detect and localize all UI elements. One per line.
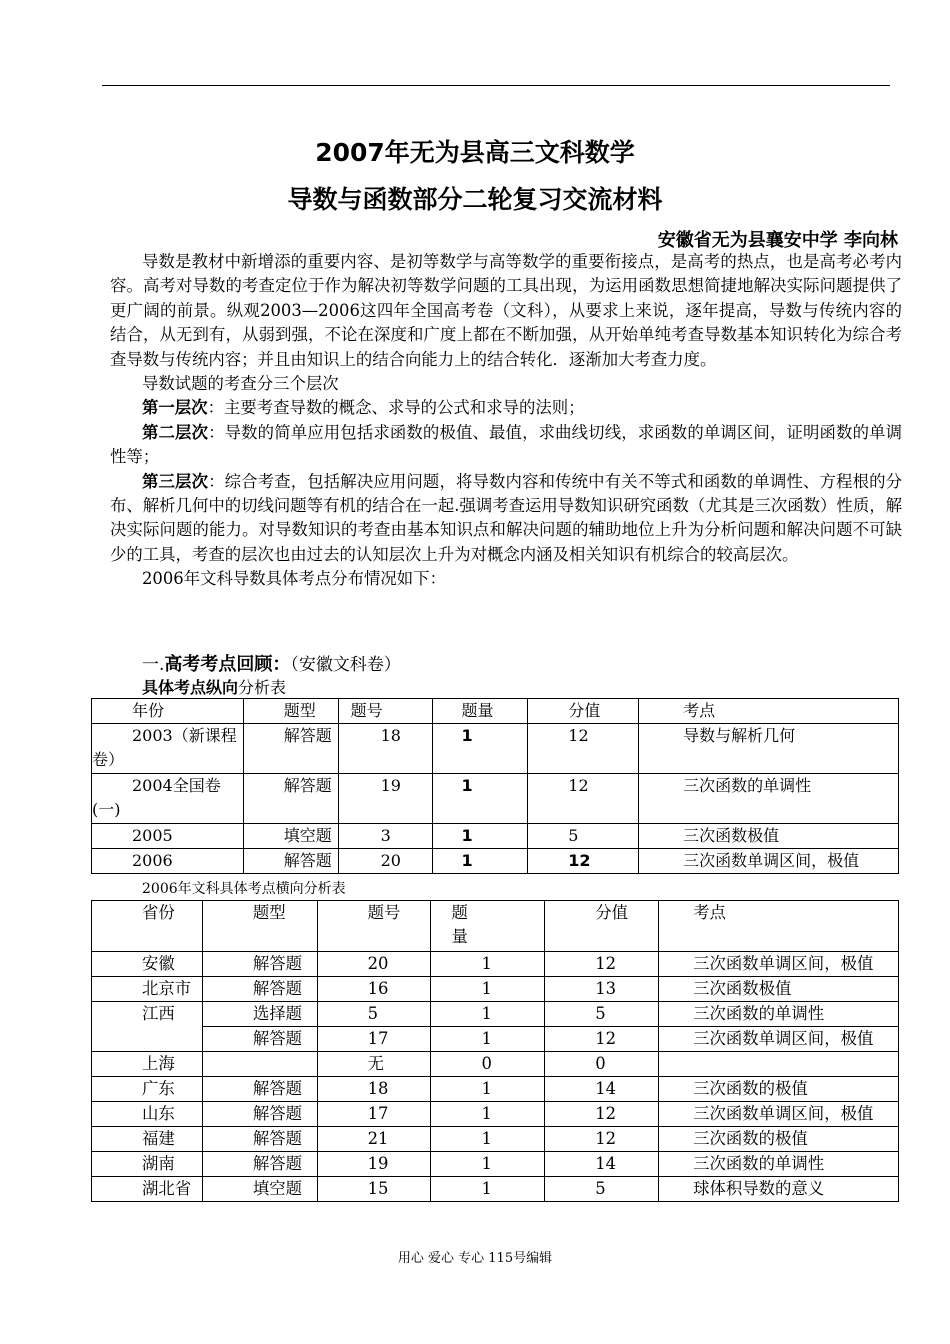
cell-province: 福建: [92, 1127, 203, 1152]
table1-caption-rest: 分析表: [238, 678, 287, 697]
cell-type: [202, 1052, 317, 1077]
header-rule: [102, 85, 890, 86]
level-3-label: 第三层次: [142, 471, 209, 491]
cell-province: 湖南: [92, 1152, 203, 1177]
cell-type: 选择题: [202, 1002, 317, 1027]
table2-caption: 2006年文科具体考点横向分析表: [142, 881, 346, 897]
cell-score: 14: [545, 1077, 659, 1102]
cell-count: 0: [431, 1052, 545, 1077]
section-title: 高考考点回顾：: [164, 654, 291, 675]
table-row: [92, 1102, 899, 1127]
cell-number: 21: [317, 1127, 431, 1152]
cell-topic: 三次函数单调区间，极值: [639, 849, 899, 874]
cell-province: 广东: [92, 1077, 203, 1102]
table-row: [92, 1052, 899, 1077]
cell-count: 1: [431, 1077, 545, 1102]
cell-topic: [659, 1052, 899, 1077]
distribution-intro: 2006年文科导数具体考点分布情况如下：: [142, 569, 446, 589]
header-cell: [431, 901, 545, 952]
cell-topic: 三次函数的单调性: [639, 774, 899, 824]
horizontal-analysis-table: [91, 900, 899, 1202]
cell-topic: 三次函数单调区间，极值: [659, 952, 899, 977]
cell-type: 解答题: [243, 724, 338, 774]
table-row: [92, 977, 899, 1002]
cell-score: 12: [528, 724, 639, 774]
header-cell: 省份: [92, 901, 203, 952]
cell-province: 上海: [92, 1052, 203, 1077]
cell-score: 12: [545, 1027, 659, 1052]
cell-topic: 球体积导数的意义: [659, 1177, 899, 1202]
cell-score: 13: [545, 977, 659, 1002]
table-row: [92, 724, 899, 774]
vertical-analysis-table: [91, 698, 899, 874]
level-2-label: 第二层次: [142, 422, 209, 442]
cell-topic: 导数与解析几何: [639, 724, 899, 774]
cell-number: 5: [317, 1002, 431, 1027]
section-prefix: 一.: [142, 655, 165, 675]
level-2: [110, 421, 902, 470]
cell-type: 填空题: [202, 1177, 317, 1202]
table-row: [92, 1177, 899, 1202]
cell-number: 15: [317, 1177, 431, 1202]
header-cell: 考点: [639, 699, 899, 724]
cell-topic: 三次函数的单调性: [659, 1152, 899, 1177]
cell-type: 解答题: [202, 1102, 317, 1127]
cell-number: 17: [317, 1027, 431, 1052]
cell-number: 17: [317, 1102, 431, 1127]
doc-subtitle: 导数与函数部分二轮复习交流材料: [287, 185, 663, 214]
table-row: [92, 824, 899, 849]
header-cell: 题号: [338, 699, 433, 724]
cell-score: 12: [545, 1127, 659, 1152]
table-row: [92, 1027, 899, 1052]
cell-type: 解答题: [202, 1152, 317, 1177]
cell-count: 1: [431, 977, 545, 1002]
header-cell: 题型: [202, 901, 317, 952]
cell-year: 2003（新课程卷）: [92, 724, 244, 774]
cell-count: 1: [431, 952, 545, 977]
cell-count: 1: [431, 1127, 545, 1152]
cell-province: 北京市: [92, 977, 203, 1002]
table-row: [92, 1002, 899, 1027]
doc-title: 2007年无为县高三文科数学: [315, 138, 635, 167]
cell-number: 无: [317, 1052, 431, 1077]
cell-count: 1: [431, 1152, 545, 1177]
cell-type: 解答题: [202, 952, 317, 977]
cell-number: 19: [338, 774, 433, 824]
table1-caption: [142, 675, 286, 698]
cell-count: 1: [431, 1002, 545, 1027]
cell-topic: 三次函数的极值: [659, 1077, 899, 1102]
level-1-text: ：主要考查导数的概念、求导的公式和求导的法则；: [207, 398, 585, 418]
table-row: [92, 1077, 899, 1102]
header-count-label: 题量: [451, 903, 468, 946]
cell-topic: 三次函数单调区间，极值: [659, 1027, 899, 1052]
cell-score: 12: [545, 1102, 659, 1127]
section-note: （安徽文科卷）: [290, 655, 401, 675]
cell-score: 5: [528, 824, 639, 849]
cell-number: 20: [338, 849, 433, 874]
header-cell: 题量: [433, 699, 528, 724]
cell-score: 12: [528, 774, 639, 824]
cell-number: 18: [317, 1077, 431, 1102]
cell-score: 0: [545, 1052, 659, 1077]
cell-type: 解答题: [202, 1027, 317, 1052]
intro-body: [110, 250, 902, 592]
table-row: [92, 1152, 899, 1177]
intro-paragraph: 导数是教材中新增添的重要内容、是初等数学与高等数学的重要衔接点，是高考的热点，也是高考必考内容。高考对导数的考查定位于作为解决初等数学问题的工具出现，为运用函数思想简捷地解决实际问题提供了更广阔的前景。纵观2003—2006这四年全国高考卷（文科），从要求上来说，逐年提高，导数与传统内容的结合，从无到有，从弱到强，不论在深度和广度上都在不断加强，从开始单纯考查导数基本知识转化为综合考查导数与传统内容；并且由知识上的结合向能力上的结合转化．逐渐加大考查力度。: [110, 252, 902, 369]
cell-number: 3: [338, 824, 433, 849]
cell-topic: 三次函数极值: [639, 824, 899, 849]
cell-province: 山东: [92, 1102, 203, 1127]
cell-count: 1: [433, 849, 528, 874]
cell-number: 16: [317, 977, 431, 1002]
header-cell: 分值: [528, 699, 639, 724]
header-cell: 年份: [92, 699, 244, 724]
cell-type: 解答题: [202, 1127, 317, 1152]
header-cell: 题型: [243, 699, 338, 724]
cell-year: 2005: [92, 824, 244, 849]
cell-topic: 三次函数的单调性: [659, 1002, 899, 1027]
cell-number: 20: [317, 952, 431, 977]
cell-count: 1: [431, 1177, 545, 1202]
level-3: [110, 470, 902, 568]
cell-topic: 三次函数单调区间，极值: [659, 1102, 899, 1127]
cell-province: 安徽: [92, 952, 203, 977]
cell-type: 填空题: [243, 824, 338, 849]
page-footer: 用心 爱心 专心 115号编辑: [397, 1251, 553, 1266]
table-header-row: [92, 699, 899, 724]
cell-number: 19: [317, 1152, 431, 1177]
header-cell: 考点: [659, 901, 899, 952]
header-cell: 分值: [545, 901, 659, 952]
cell-number: 18: [338, 724, 433, 774]
cell-score: 5: [545, 1002, 659, 1027]
table1-caption-bold: 具体考点纵向: [142, 678, 239, 697]
cell-province: 江西: [92, 1002, 203, 1052]
cell-count: 1: [431, 1027, 545, 1052]
cell-topic: 三次函数极值: [659, 977, 899, 1002]
table-header-row: [92, 901, 899, 952]
table-row: [92, 774, 899, 824]
level-1: [110, 396, 902, 420]
table-row: [92, 1127, 899, 1152]
table-row: [92, 849, 899, 874]
cell-score: 12: [528, 849, 639, 874]
table-row: [92, 952, 899, 977]
cell-type: 解答题: [243, 774, 338, 824]
cell-year: 2004全国卷(一): [92, 774, 244, 824]
cell-score: 12: [545, 952, 659, 977]
cell-type: 解答题: [243, 849, 338, 874]
cell-type: 解答题: [202, 977, 317, 1002]
section-heading: [142, 650, 401, 676]
header-cell: 题号: [317, 901, 431, 952]
cell-count: 1: [433, 724, 528, 774]
cell-count: 1: [433, 774, 528, 824]
cell-score: 5: [545, 1177, 659, 1202]
levels-heading: 导数试题的考查分三个层次: [142, 374, 339, 394]
cell-count: 1: [431, 1102, 545, 1127]
cell-score: 14: [545, 1152, 659, 1177]
level-1-label: 第一层次: [142, 398, 208, 418]
level-3-text: ：综合考查，包括解决应用问题，将导数内容和传统中有关不等式和函数的单调性、方程根的分布、解析几何中的切线问题等有机的结合在一起.强调考查运用导数知识研究函数（尤其是三次函数）性质，解决实际问题的能力。对导数知识的考查由基本知识点和解决问题的辅助地位上升为分析问题和解决问题不可缺少的工具，考查的层次也由过去的认知层次上升为对概念内涵及相关知识有机综合的较高层次。: [110, 471, 903, 564]
cell-province: 湖北省: [92, 1177, 203, 1202]
author: 安徽省无为县襄安中学 李向林: [657, 230, 898, 251]
cell-type: 解答题: [202, 1077, 317, 1102]
cell-topic: 三次函数的极值: [659, 1127, 899, 1152]
cell-count: 1: [433, 824, 528, 849]
cell-year: 2006: [92, 849, 244, 874]
level-2-text: ：导数的简单应用包括求函数的极值、最值，求曲线切线，求函数的单调区间，证明函数的单调性等；: [110, 422, 903, 467]
